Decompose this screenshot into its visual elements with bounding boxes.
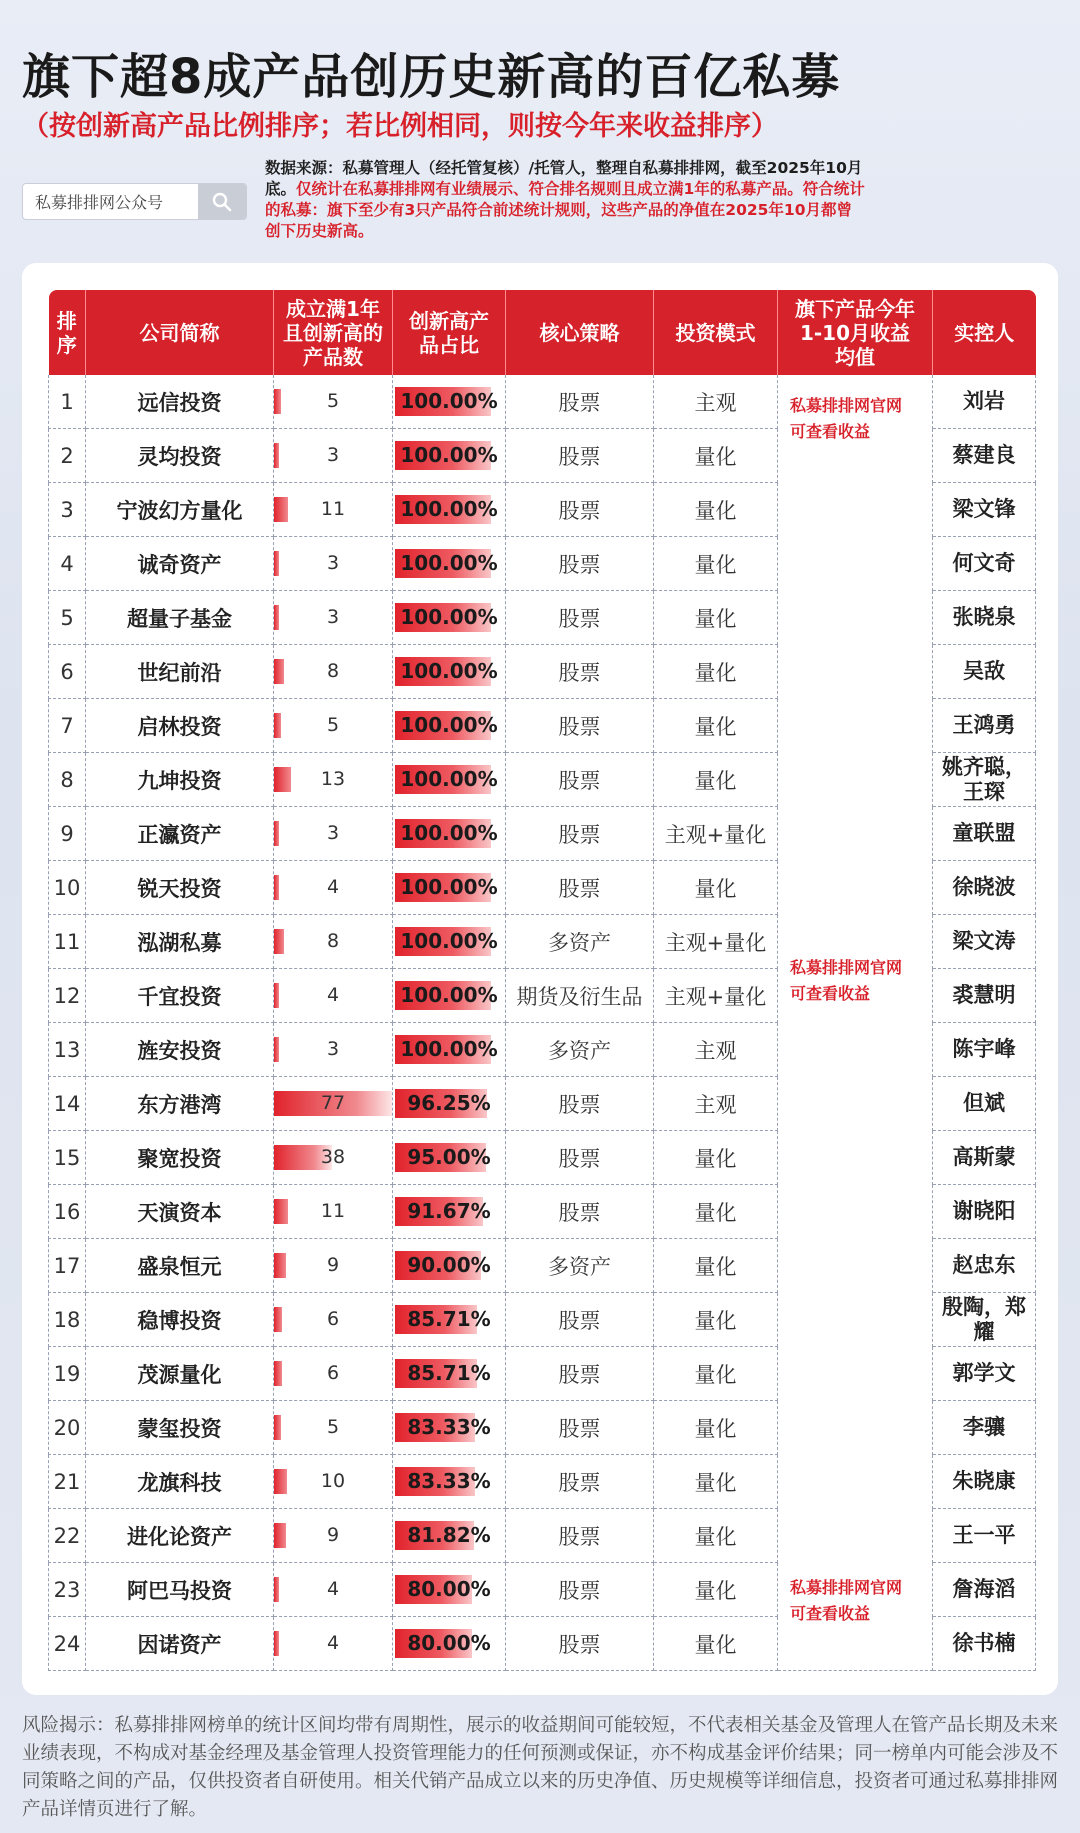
company-cell: 龙旗科技 xyxy=(86,1455,274,1509)
pct-cell xyxy=(393,1455,506,1509)
strategy-cell: 股票 xyxy=(506,1563,654,1617)
table-row xyxy=(49,537,1036,591)
mode-cell: 量化 xyxy=(654,753,778,807)
count-cell xyxy=(274,537,393,591)
count-cell xyxy=(274,1185,393,1239)
pct-cell xyxy=(393,699,506,753)
company-cell: 旌安投资 xyxy=(86,1023,274,1077)
mode-cell: 主观 xyxy=(654,375,778,429)
pct-cell xyxy=(393,753,506,807)
rank-cell: 12 xyxy=(49,969,86,1023)
company-cell: 盛泉恒元 xyxy=(86,1239,274,1293)
table-row xyxy=(49,1347,1036,1401)
controller-cell: 王鸿勇 xyxy=(933,699,1036,753)
strategy-cell: 股票 xyxy=(506,1617,654,1671)
count-cell xyxy=(274,1293,393,1347)
table-row xyxy=(49,969,1036,1023)
controller-cell: 高斯蒙 xyxy=(933,1131,1036,1185)
pct-cell xyxy=(393,969,506,1023)
strategy-cell: 股票 xyxy=(506,807,654,861)
count-value: 3 xyxy=(326,552,340,575)
strategy-cell: 股票 xyxy=(506,1509,654,1563)
table-row xyxy=(49,1023,1036,1077)
header-strategy: 核心策略 xyxy=(506,290,654,375)
company-cell: 稳博投资 xyxy=(86,1293,274,1347)
strategy-cell: 多资产 xyxy=(506,1239,654,1293)
search-box[interactable] xyxy=(22,183,247,220)
table-row xyxy=(49,807,1036,861)
mode-cell: 主观+量化 xyxy=(654,915,778,969)
table-row xyxy=(49,1293,1036,1347)
company-cell: 宁波幻方量化 xyxy=(86,483,274,537)
rank-cell: 13 xyxy=(49,1023,86,1077)
rank-cell: 6 xyxy=(49,645,86,699)
count-value: 4 xyxy=(326,1578,340,1601)
company-cell: 诚奇资产 xyxy=(86,537,274,591)
pct-cell xyxy=(393,429,506,483)
controller-cell: 吴敌 xyxy=(933,645,1036,699)
controller-cell: 徐晓波 xyxy=(933,861,1036,915)
return-cell xyxy=(778,645,933,699)
pct-cell xyxy=(393,1293,506,1347)
pct-value: 91.67% xyxy=(407,1199,491,1224)
pct-value: 100.00% xyxy=(400,713,498,738)
controller-cell: 赵忠东 xyxy=(933,1239,1036,1293)
return-note-line: 可查看收益 xyxy=(790,422,871,441)
mode-cell: 量化 xyxy=(654,1563,778,1617)
count-value: 5 xyxy=(326,390,340,413)
controller-cell: 张晓泉 xyxy=(933,591,1036,645)
table-row xyxy=(49,1401,1036,1455)
strategy-cell: 股票 xyxy=(506,753,654,807)
table-row xyxy=(49,1509,1036,1563)
strategy-cell: 多资产 xyxy=(506,915,654,969)
ranking-table xyxy=(48,290,1036,1671)
count-cell xyxy=(274,1563,393,1617)
strategy-cell: 股票 xyxy=(506,375,654,429)
rank-cell: 17 xyxy=(49,1239,86,1293)
count-cell xyxy=(274,807,393,861)
table-row xyxy=(49,1131,1036,1185)
search-input[interactable]: 私募排排网公众号 xyxy=(35,193,164,212)
controller-cell: 蔡建良 xyxy=(933,429,1036,483)
controller-cell: 梁文锋 xyxy=(933,483,1036,537)
strategy-cell: 股票 xyxy=(506,1293,654,1347)
mode-cell: 量化 xyxy=(654,1239,778,1293)
return-cell xyxy=(778,1563,933,1623)
count-value: 11 xyxy=(320,1200,346,1223)
pct-value: 90.00% xyxy=(407,1253,491,1278)
strategy-cell: 期货及衍生品 xyxy=(506,969,654,1023)
company-cell: 超量子基金 xyxy=(86,591,274,645)
controller-cell: 詹海滔 xyxy=(933,1563,1036,1617)
strategy-cell: 股票 xyxy=(506,699,654,753)
mode-cell: 量化 xyxy=(654,1617,778,1671)
rank-cell: 23 xyxy=(49,1563,86,1617)
header-return: 旗下产品今年1-10月收益均值 xyxy=(778,290,933,375)
controller-cell: 裘慧明 xyxy=(933,969,1036,1023)
return-note-line: 可查看收益 xyxy=(790,1603,871,1623)
company-cell: 九坤投资 xyxy=(86,753,274,807)
header-mode: 投资模式 xyxy=(654,290,778,375)
pct-cell xyxy=(393,1023,506,1077)
strategy-cell: 多资产 xyxy=(506,1023,654,1077)
count-value: 3 xyxy=(326,606,340,629)
return-cell xyxy=(778,807,933,861)
rank-cell: 20 xyxy=(49,1401,86,1455)
table-row xyxy=(49,699,1036,753)
count-cell xyxy=(274,753,393,807)
controller-cell: 朱晓康 xyxy=(933,1455,1036,1509)
count-value: 3 xyxy=(326,822,340,845)
count-cell xyxy=(274,1617,393,1671)
strategy-cell: 股票 xyxy=(506,537,654,591)
pct-value: 100.00% xyxy=(400,1037,498,1062)
return-cell xyxy=(778,591,933,645)
return-cell xyxy=(778,1347,933,1401)
count-value: 4 xyxy=(326,876,340,899)
rank-cell: 8 xyxy=(49,753,86,807)
rank-cell: 3 xyxy=(49,483,86,537)
pct-value: 81.82% xyxy=(407,1523,491,1548)
rank-cell: 19 xyxy=(49,1347,86,1401)
count-value: 8 xyxy=(326,660,340,683)
return-cell xyxy=(778,1617,933,1671)
return-cell xyxy=(778,483,933,537)
pct-value: 83.33% xyxy=(407,1415,491,1440)
mode-cell: 量化 xyxy=(654,537,778,591)
count-cell xyxy=(274,1239,393,1293)
table-row xyxy=(49,1455,1036,1509)
controller-cell: 郭学文 xyxy=(933,1347,1036,1401)
table-row xyxy=(49,375,1036,429)
pct-value: 100.00% xyxy=(400,875,498,900)
strategy-cell: 股票 xyxy=(506,429,654,483)
strategy-cell: 股票 xyxy=(506,1347,654,1401)
mode-cell: 主观+量化 xyxy=(654,807,778,861)
rank-cell: 14 xyxy=(49,1077,86,1131)
pct-cell xyxy=(393,1509,506,1563)
count-value: 6 xyxy=(326,1308,340,1331)
company-cell: 远信投资 xyxy=(86,375,274,429)
pct-cell xyxy=(393,1401,506,1455)
controller-cell: 谢晓阳 xyxy=(933,1185,1036,1239)
rank-cell: 24 xyxy=(49,1617,86,1671)
count-cell xyxy=(274,1347,393,1401)
controller-cell: 何文奇 xyxy=(933,537,1036,591)
rank-cell: 1 xyxy=(49,375,86,429)
controller-cell: 姚齐聪，王琛 xyxy=(933,753,1036,807)
return-cell xyxy=(778,1293,933,1347)
controller-cell: 李骧 xyxy=(933,1401,1036,1455)
rank-cell: 4 xyxy=(49,537,86,591)
strategy-cell: 股票 xyxy=(506,645,654,699)
company-cell: 东方港湾 xyxy=(86,1077,274,1131)
table-row xyxy=(49,429,1036,483)
pct-value: 80.00% xyxy=(407,1577,491,1602)
company-cell: 泓湖私募 xyxy=(86,915,274,969)
pct-cell xyxy=(393,1347,506,1401)
risk-disclaimer: 风险揭示：私募排排网榜单的统计区间均带有周期性，展示的收益期间可能较短，不代表相关基金及管理人在管产品长期及未来业绩表现，不构成对基金经理及基金管理人投资管理能力的任何预测或保证，亦不构成基金评价结果；同一榜单内可能会涉及不同策略之间的产品，仅供投资者自研使用。相关代销产品成立以来的历史净值、历史规模等详细信息，投资者可通过私募排排网产品详情页进行了解。 xyxy=(22,1715,1059,1820)
mode-cell: 量化 xyxy=(654,1401,778,1455)
pct-value: 100.00% xyxy=(400,497,498,522)
rank-cell: 5 xyxy=(49,591,86,645)
return-cell xyxy=(778,1401,933,1455)
data-source-note xyxy=(265,158,865,242)
return-cell xyxy=(778,699,933,753)
controller-cell: 梁文涛 xyxy=(933,915,1036,969)
search-button[interactable] xyxy=(198,184,246,219)
rank-cell: 15 xyxy=(49,1131,86,1185)
header-company: 公司简称 xyxy=(86,290,274,375)
company-cell: 世纪前沿 xyxy=(86,645,274,699)
strategy-cell: 股票 xyxy=(506,1185,654,1239)
count-value: 9 xyxy=(326,1524,340,1547)
return-cell xyxy=(778,1455,933,1509)
pct-value: 100.00% xyxy=(400,551,498,576)
count-value: 5 xyxy=(326,714,340,737)
pct-cell xyxy=(393,591,506,645)
mode-cell: 量化 xyxy=(654,1185,778,1239)
mode-cell: 量化 xyxy=(654,861,778,915)
count-value: 4 xyxy=(326,1632,340,1655)
rank-cell: 10 xyxy=(49,861,86,915)
return-cell xyxy=(778,1239,933,1293)
strategy-cell: 股票 xyxy=(506,1455,654,1509)
pct-cell xyxy=(393,1563,506,1617)
table-header-row xyxy=(49,290,1036,375)
count-cell xyxy=(274,969,393,1023)
return-cell xyxy=(778,969,933,1023)
count-cell xyxy=(274,1455,393,1509)
page-subtitle: （按创新高产品比例排序；若比例相同，则按今年来收益排序） xyxy=(22,111,778,142)
table-row xyxy=(49,645,1036,699)
mode-cell: 量化 xyxy=(654,699,778,753)
return-cell xyxy=(778,429,933,483)
rank-cell: 2 xyxy=(49,429,86,483)
mode-cell: 量化 xyxy=(654,429,778,483)
count-value: 38 xyxy=(320,1146,346,1169)
count-value: 77 xyxy=(320,1092,346,1115)
source-criteria-text: 仅统计在私募排排网有业绩展示、符合排名规则且成立满1年的私募产品。符合统计的私募：旗下至少有3只产品符合前述统计规则，这些产品的净值在2025年10月都曾创下历史新高。 xyxy=(265,180,865,240)
count-value: 4 xyxy=(326,984,340,1007)
return-note-line: 私募排排网官网 xyxy=(790,1577,903,1597)
pct-value: 100.00% xyxy=(400,443,498,468)
pct-cell xyxy=(393,915,506,969)
table-body xyxy=(49,375,1036,1671)
count-cell xyxy=(274,1023,393,1077)
mode-cell: 主观 xyxy=(654,1077,778,1131)
return-cell xyxy=(778,753,933,807)
header-rank: 排序 xyxy=(49,290,86,375)
count-value: 13 xyxy=(320,768,346,791)
company-cell: 阿巴马投资 xyxy=(86,1563,274,1617)
pct-cell xyxy=(393,861,506,915)
rank-cell: 11 xyxy=(49,915,86,969)
return-note-line: 私募排排网官网 xyxy=(790,396,903,415)
pct-cell xyxy=(393,645,506,699)
return-note-line: 私募排排网官网 xyxy=(790,957,903,977)
strategy-cell: 股票 xyxy=(506,483,654,537)
source-text: 数据来源：私募管理人（经托管复核）/托管人，整理自私募排排网，截至2025年10月底。 xyxy=(265,159,863,198)
mode-cell: 量化 xyxy=(654,1131,778,1185)
count-cell xyxy=(274,1401,393,1455)
search-icon xyxy=(212,192,232,212)
return-cell xyxy=(778,1077,933,1131)
mode-cell: 量化 xyxy=(654,1509,778,1563)
count-value: 6 xyxy=(326,1362,340,1385)
count-value: 5 xyxy=(326,1416,340,1439)
pct-cell xyxy=(393,1185,506,1239)
count-cell xyxy=(274,429,393,483)
pct-value: 95.00% xyxy=(407,1145,491,1170)
company-cell: 因诺资产 xyxy=(86,1617,274,1671)
count-cell xyxy=(274,1077,393,1131)
company-cell: 启林投资 xyxy=(86,699,274,753)
return-cell xyxy=(778,861,933,915)
rank-cell: 9 xyxy=(49,807,86,861)
table-row xyxy=(49,1563,1036,1617)
table-row xyxy=(49,1617,1036,1671)
company-cell: 灵均投资 xyxy=(86,429,274,483)
pct-value: 85.71% xyxy=(407,1361,491,1386)
strategy-cell: 股票 xyxy=(506,591,654,645)
controller-cell: 童联盟 xyxy=(933,807,1036,861)
table-row xyxy=(49,1239,1036,1293)
rank-cell: 18 xyxy=(49,1293,86,1347)
pct-value: 96.25% xyxy=(407,1091,491,1116)
company-cell: 茂源量化 xyxy=(86,1347,274,1401)
company-cell: 蒙玺投资 xyxy=(86,1401,274,1455)
mode-cell: 量化 xyxy=(654,591,778,645)
count-cell xyxy=(274,591,393,645)
count-value: 3 xyxy=(326,444,340,467)
pct-value: 85.71% xyxy=(407,1307,491,1332)
header-pct: 创新高产品占比 xyxy=(393,290,506,375)
controller-cell: 王一平 xyxy=(933,1509,1036,1563)
count-value: 3 xyxy=(326,1038,340,1061)
table-row xyxy=(49,915,1036,969)
mode-cell: 量化 xyxy=(654,645,778,699)
pct-cell xyxy=(393,375,506,429)
pct-value: 80.00% xyxy=(407,1631,491,1656)
return-cell xyxy=(778,915,933,1003)
count-cell xyxy=(274,699,393,753)
pct-value: 100.00% xyxy=(400,605,498,630)
rank-cell: 21 xyxy=(49,1455,86,1509)
pct-value: 100.00% xyxy=(400,929,498,954)
count-cell xyxy=(274,483,393,537)
controller-cell: 陈宇峰 xyxy=(933,1023,1036,1077)
return-note-line: 可查看收益 xyxy=(790,983,871,1003)
company-cell: 正瀛资产 xyxy=(86,807,274,861)
company-cell: 天演资本 xyxy=(86,1185,274,1239)
return-cell xyxy=(778,375,933,441)
pct-cell xyxy=(393,1617,506,1671)
mode-cell: 量化 xyxy=(654,1455,778,1509)
strategy-cell: 股票 xyxy=(506,1131,654,1185)
pct-value: 100.00% xyxy=(400,767,498,792)
company-cell: 聚宽投资 xyxy=(86,1131,274,1185)
mode-cell: 主观+量化 xyxy=(654,969,778,1023)
count-cell xyxy=(274,645,393,699)
mode-cell: 主观 xyxy=(654,1023,778,1077)
strategy-cell: 股票 xyxy=(506,1401,654,1455)
count-value: 10 xyxy=(320,1470,346,1493)
strategy-cell: 股票 xyxy=(506,861,654,915)
controller-cell: 但斌 xyxy=(933,1077,1036,1131)
mode-cell: 量化 xyxy=(654,483,778,537)
pct-value: 100.00% xyxy=(400,389,498,414)
pct-value: 83.33% xyxy=(407,1469,491,1494)
count-cell xyxy=(274,915,393,969)
company-cell: 千宜投资 xyxy=(86,969,274,1023)
count-cell xyxy=(274,1131,393,1185)
pct-cell xyxy=(393,807,506,861)
pct-cell xyxy=(393,483,506,537)
pct-value: 100.00% xyxy=(400,659,498,684)
pct-cell xyxy=(393,1131,506,1185)
rank-cell: 16 xyxy=(49,1185,86,1239)
return-cell xyxy=(778,1023,933,1077)
rank-cell: 22 xyxy=(49,1509,86,1563)
count-value: 8 xyxy=(326,930,340,953)
controller-cell: 徐书楠 xyxy=(933,1617,1036,1671)
company-cell: 锐天投资 xyxy=(86,861,274,915)
table-row xyxy=(49,483,1036,537)
return-cell xyxy=(778,1509,933,1563)
company-cell: 进化论资产 xyxy=(86,1509,274,1563)
strategy-cell: 股票 xyxy=(506,1077,654,1131)
count-cell xyxy=(274,375,393,429)
controller-cell: 殷陶，郑耀 xyxy=(933,1293,1036,1347)
return-cell xyxy=(778,1185,933,1239)
mode-cell: 量化 xyxy=(654,1293,778,1347)
header-controller: 实控人 xyxy=(933,290,1036,375)
pct-cell xyxy=(393,1239,506,1293)
controller-cell: 刘岩 xyxy=(933,375,1036,429)
pct-cell xyxy=(393,537,506,591)
table-row xyxy=(49,591,1036,645)
table-row xyxy=(49,753,1036,807)
mode-cell: 量化 xyxy=(654,1347,778,1401)
header-count: 成立满1年且创新高的产品数 xyxy=(274,290,393,375)
return-cell xyxy=(778,537,933,591)
pct-value: 100.00% xyxy=(400,983,498,1008)
count-cell xyxy=(274,1509,393,1563)
pct-cell xyxy=(393,1077,506,1131)
count-value: 11 xyxy=(320,498,346,521)
table-row xyxy=(49,861,1036,915)
pct-value: 100.00% xyxy=(400,821,498,846)
table-row xyxy=(49,1077,1036,1131)
return-cell xyxy=(778,1131,933,1185)
table-row xyxy=(49,1185,1036,1239)
count-value: 9 xyxy=(326,1254,340,1277)
page-title: 旗下超8成产品创历史新高的百亿私募 xyxy=(22,49,841,105)
rank-cell: 7 xyxy=(49,699,86,753)
count-cell xyxy=(274,861,393,915)
